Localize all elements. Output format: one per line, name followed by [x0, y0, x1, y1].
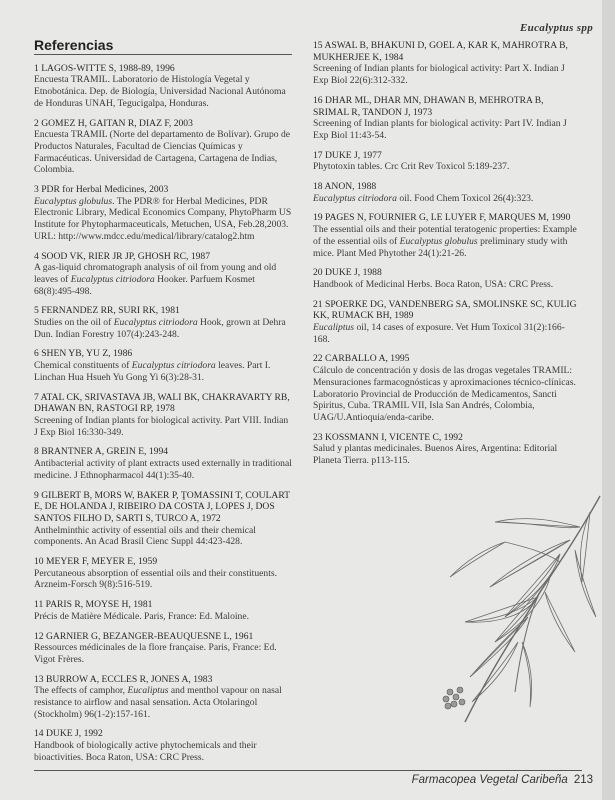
reference-citation — [34, 262, 292, 297]
reference-authors: 1 LAGOS-WITTE S, 1988-89, 1996 — [34, 62, 175, 74]
reference-entry — [34, 446, 292, 481]
citation-text: A gas-liquid chromatograph analysis of oil from young and old leaves of — [34, 262, 277, 285]
reference-citation — [34, 196, 292, 243]
reference-entry — [313, 267, 581, 290]
reference-citation: Percutaneous absorption of essential oils and their constituents. Arzneim-Forsch 9(8):516-519. — [34, 567, 277, 591]
reference-authors: 14 DUKE J, 1992 — [34, 728, 103, 740]
citation-text: Hooker. Parfuem Kosmet 68(8):495-498. — [34, 273, 255, 297]
reference-authors: 17 DUKE J, 1977 — [313, 149, 382, 161]
reference-authors: 6 SHEN YB, YU Z, 1986 — [34, 348, 133, 360]
left-column — [34, 37, 292, 772]
species-name: Eucalyptus citriodora — [113, 317, 198, 329]
species-name: Eucalyptus globulus — [399, 235, 478, 247]
reference-citation: Ressources médicinales de la flore française. Paris, France: Ed. Vigot Frères. — [34, 642, 277, 665]
reference-citation — [313, 193, 581, 205]
reference-authors: 2 GOMEZ H, GAITAN R, DIAZ F, 2003 — [34, 117, 193, 129]
citation-text: leaves. Part I. Linchan Hua Hsueh Yu Gong Yi 6(3):28-31. — [34, 360, 271, 383]
reference-authors: 18 ANON, 1988 — [313, 181, 377, 193]
reference-citation — [34, 685, 292, 720]
reference-entry — [34, 305, 292, 340]
reference-entry — [34, 348, 292, 383]
title-underline — [34, 54, 292, 55]
reference-entry — [34, 251, 292, 298]
reference-citation: Screening of Indian plants for biological activity. Part VIII. Indian J Exp Biol 16:330-349. — [34, 414, 289, 438]
reference-authors: 9 GILBERT B, MORS W, BAKER P, ŢOMASSINI T, COULART E, DE HOLANDA J, RIBEIRO DA COSTA J, LOPES J, DOS SANTOS FILHO D, SARTI S, TURCO A, 1972 — [34, 489, 290, 524]
reference-entry — [313, 353, 581, 423]
eucalyptus-branch-illustration — [410, 492, 610, 732]
page-number: 213 — [573, 774, 593, 786]
reference-authors: 21 SPOERKE DG, VANDENBERG SA, SMOLINSKE SC, KULIG KK, RUMACK BH, 1989 — [313, 298, 577, 322]
right-reference-list — [313, 40, 581, 467]
reference-citation: Screening of Indian plants for biological activity: Part X. Indian J Exp Biol 22(6):312-332. — [313, 63, 565, 87]
citation-text: Chemical constituents of — [34, 360, 132, 372]
reference-entry — [313, 40, 581, 87]
reference-authors: 4 SOOD VK, RIER JR JP, GHOSH RC, 1987 — [34, 250, 211, 262]
reference-citation: Phytotoxin tables. Crc Crit Rev Toxicol 5:189-237. — [313, 161, 510, 173]
reference-entry — [313, 150, 581, 173]
reference-entry — [313, 95, 581, 142]
reference-entry — [34, 599, 292, 622]
reference-citation — [34, 317, 292, 340]
citation-text: The effects of camphor, — [34, 685, 128, 697]
reference-authors: 15 ASWAL B, BHAKUNI D, GOEL A, KAR K, MAHROTRA B, MUKHERJEE K, 1984 — [313, 40, 568, 63]
citation-text: . The PDR® for Herbal Medicines, PDR Electronic Library, Medical Economics Company, PhytoPharm US Institute for Phytopharmaceuticals, Metuchen, USA, Feb.28,2003. URL: http://www.mdcc.edu/medical/library/catalog2.htm — [34, 195, 292, 242]
reference-authors: 10 MEYER F, MEYER E, 1959 — [34, 556, 158, 568]
right-column — [313, 40, 581, 475]
citation-text: oil, 14 cases of exposure. Vet Hum Toxicol 31(2):166-168. — [313, 322, 565, 345]
reference-authors: 20 DUKE J, 1988 — [313, 267, 382, 279]
reference-authors: 22 CARBALLO A, 1995 — [313, 353, 410, 365]
reference-entry — [34, 118, 292, 177]
reference-authors: 23 KOSSMANN I, VICENTE C, 1992 — [313, 431, 463, 443]
reference-citation: Salud y plantas medicinales. Buenos Aires, Argentina: Editorial Planeta Tierra. p113-115. — [313, 443, 558, 467]
reference-authors: 8 BRANTNER A, GREIN E, 1994 — [34, 446, 169, 458]
reference-citation: Antibacterial activity of plant extracts used externally in traditional medicine. J Ethnopharmacol 44(1):35-40. — [34, 458, 292, 481]
reference-entry — [313, 212, 581, 259]
reference-entry — [313, 432, 581, 467]
species-name: Eucalyptus citriodora — [313, 192, 397, 204]
reference-citation — [313, 322, 581, 345]
reference-entry — [34, 631, 292, 666]
reference-entry — [313, 181, 581, 204]
citation-text: and menthol vapour on nasal resistance to airflow and nasal sensation. Acta Otolaringol (Stockholm) 96(1-2):157-161. — [34, 685, 282, 720]
reference-entry — [34, 674, 292, 721]
running-header: Eucalyptus spp — [520, 22, 593, 34]
reference-entry — [313, 299, 581, 346]
reference-authors: 7 ATAL CK, SRIVASTAVA JB, WALI BK, CHAKRAVARTY RB, DHAWAN BN, RASTOGI RP, 1978 — [34, 391, 290, 415]
reference-citation: Handbook of Medicinal Herbs. Boca Raton, USA: CRC Press. — [313, 278, 554, 290]
species-name: Eucalyptus citriodora — [131, 360, 216, 372]
reference-citation: Handbook of biologically active phytochemicals and their bioactivities. Boca Raton, USA: CRC Press. — [34, 740, 257, 763]
species-name: Eucalyptus citriodora — [70, 273, 155, 285]
footer-title: Farmacopea Vegetal Caribeña — [411, 774, 568, 786]
footer-rule — [34, 770, 582, 771]
reference-authors: 12 GARNIER G, BEZANGER-BEAUQUESNE L, 1961 — [34, 630, 254, 642]
reference-citation: Cálculo de concentración y dosis de las drogas vegetales TRAMIL: Mensuraciones farmacognósticas y aproximaciones técnico-clínicas. Laboratorio Provincial de Producción de Medicamentos, Sancti Spiritus, Cuba. TRAMIL VII, Isla San Andrés, Colombia, UAG/U.Antioquia/enda-caribe. — [313, 365, 576, 423]
citation-text: preliminary study with mice. Plant Med Phytother 24(1):21-26. — [313, 235, 568, 259]
section-title: Referencias — [34, 37, 114, 53]
reference-citation: Encuesta TRAMIL. Laboratorio de Histología Vegetal y Etnobotánica. Dep. de Biología, Universidad Nacional Autónoma de Honduras UNAH, Tegucigalpa, Honduras. — [34, 74, 286, 109]
reference-citation: Précis de Matière Médicale. Paris, France: Ed. Maloine. — [34, 610, 249, 622]
citation-text: Hook, grown at Dehra Dun. Indian Forestry 107(4):243-248. — [34, 317, 286, 340]
citation-text: The essential oils and their potential teratogenic properties: Example of the essential oils of — [313, 224, 577, 247]
species-name: Eucaliptus — [313, 322, 355, 334]
species-name: Eucalyptus globulus — [34, 195, 113, 207]
reference-citation — [34, 360, 292, 383]
reference-authors: 19 PAGES N, FOURNIER G, LE LUYER F, MARQUES M, 1990 — [313, 212, 571, 224]
reference-citation: Screening of Indian plants for biological activity: Part IV. Indian J Exp Biol 11:43-54. — [313, 118, 567, 141]
citation-text: Studies on the oil of — [34, 317, 114, 329]
species-name: Eucaliptus — [127, 685, 169, 697]
reference-authors: 11 PARIS R, MOYSE H, 1981 — [34, 599, 153, 611]
reference-authors: 5 FERNANDEZ RR, SURI RK, 1981 — [34, 305, 180, 317]
reference-entry — [34, 490, 292, 549]
page-footer — [412, 774, 593, 786]
left-reference-list — [34, 63, 292, 764]
reference-citation: Encuesta TRAMIL (Norte del departamento de Bolívar). Grupo de Productos Naturales, Facultad de Ciencias Químicas y Farmacéuticas. Universidad de Cartagena, Cartagena de Indias, Colombia. — [34, 129, 291, 176]
reference-authors: 13 BURROW A, ECCLES R, JONES A, 1983 — [34, 673, 213, 685]
reference-entry — [34, 184, 292, 243]
reference-authors: 16 DHAR ML, DHAR MN, DHAWAN B, MEHROTRA B, SRIMAL R, TANDON J, 1973 — [313, 94, 544, 118]
citation-text: oil. Food Chem Toxicol 26(4):323. — [396, 192, 534, 204]
reference-entry — [34, 556, 292, 591]
reference-citation — [313, 224, 581, 259]
reference-citation: Anthelminthic activity of essential oils and their chemical components. An Acad Brasil Cienc Suppl 44:423-428. — [34, 524, 256, 548]
reference-entry — [34, 728, 292, 763]
reference-entry — [34, 392, 292, 439]
reference-authors: 3 PDR for Herbal Medicines, 2003 — [34, 184, 169, 196]
reference-entry — [34, 63, 292, 110]
